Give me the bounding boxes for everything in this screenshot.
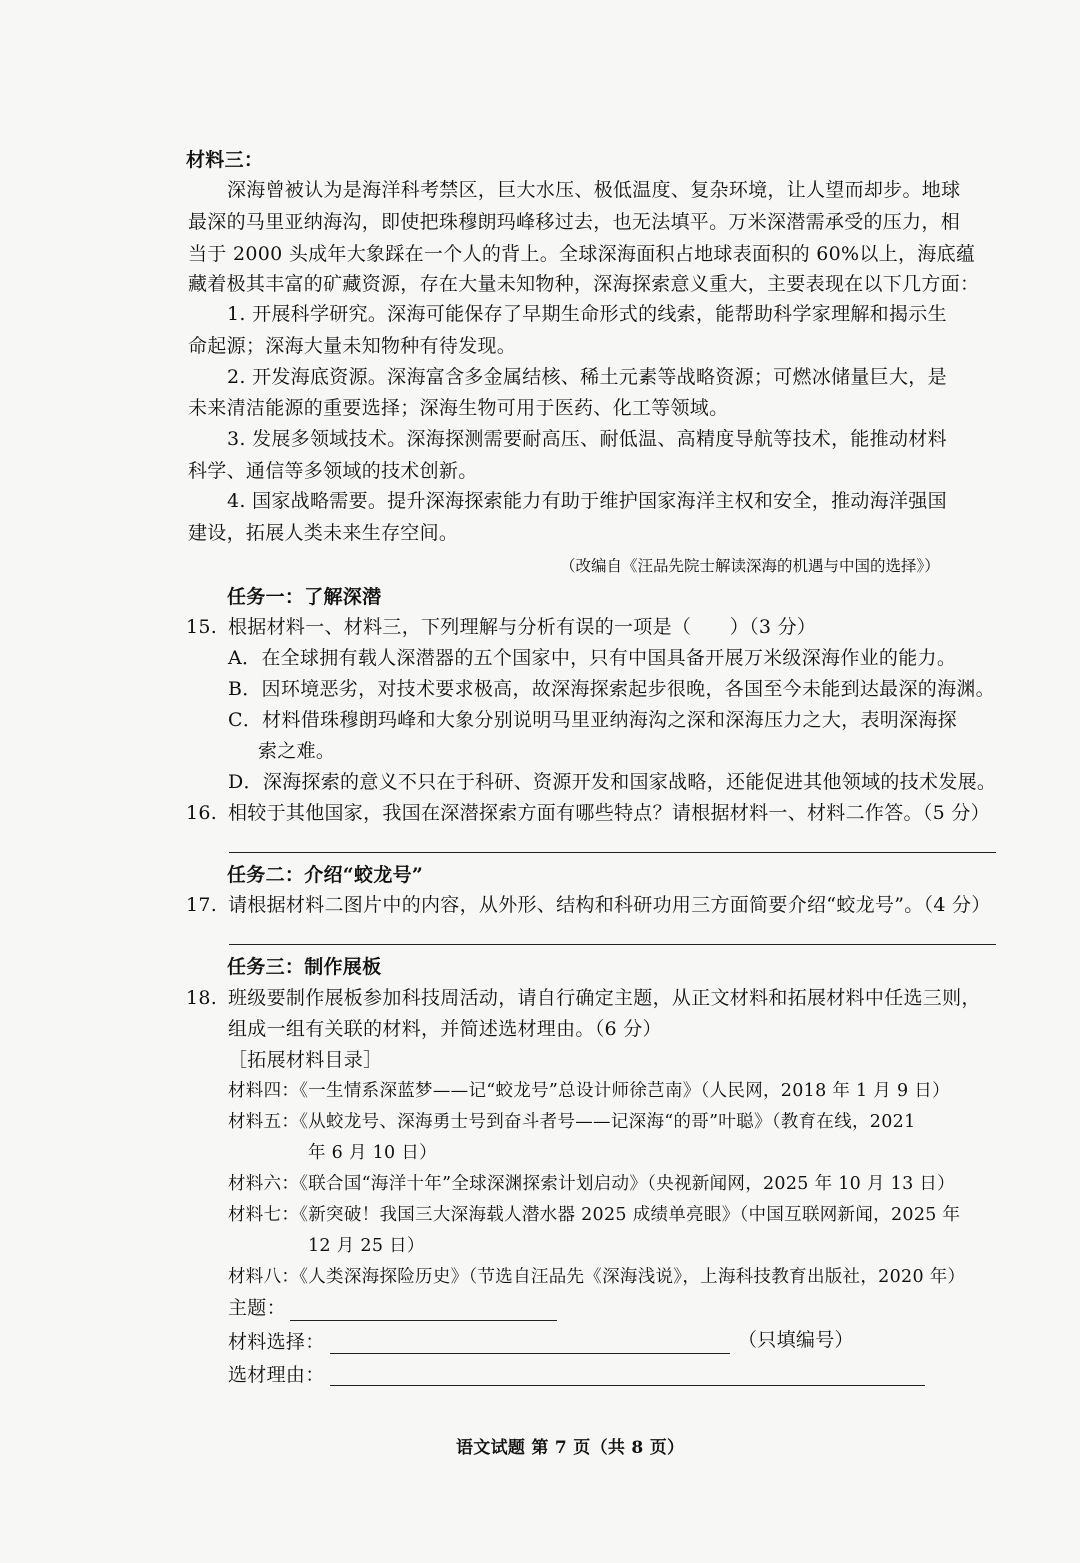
page-footer: 语文试题 第 7 页（共 8 页） (456, 1438, 685, 1458)
question-15-option-b: B．因环境恶劣，对技术要求极高，故深海探索起步很晚，各国至今未能到达最深的海渊。 (228, 678, 995, 700)
selection-answer-line[interactable] (330, 1353, 730, 1354)
material-3-point: 4. 国家战略需要。提升深海探索能力有助于维护国家海洋主权和安全，推动海洋强国 (227, 490, 947, 512)
catalog-title: ［拓展材料目录］ (228, 1049, 383, 1071)
catalog-item: 材料四：《一生情系深蓝梦——记“蛟龙号”总设计师徐芑南》（人民网，2018 年 1 月 9 日） (228, 1081, 950, 1101)
answer-line-16[interactable] (229, 852, 996, 853)
material-3-source: （改编自《汪品先院士解读深海的机遇与中国的选择》） (560, 557, 940, 575)
catalog-item: 材料六：《联合国“海洋十年”全球深渊探索计划启动》（央视新闻网，2025 年 10 月 13 日） (228, 1174, 955, 1194)
catalog-item: 材料八：《人类深海探险历史》（节选自汪品先《深海浅说》，上海科技教育出版社，2020 年） (228, 1267, 966, 1287)
question-17-number: 17. (186, 894, 218, 916)
question-16-number: 16. (186, 802, 218, 824)
theme-answer-line[interactable] (290, 1320, 557, 1321)
material-3-line: 命起源；深海大量未知物种有待发现。 (188, 335, 517, 357)
answer-line-17[interactable] (229, 944, 996, 945)
question-18-stem: 班级要制作展板参加科技周活动，请自行确定主题，从正文材料和拓展材料中任选三则， (228, 987, 981, 1009)
catalog-item: 材料七：《新突破！我国三大深海载人潜水器 2025 成绩单亮眼》（中国互联网新闻，2025 年 (228, 1205, 961, 1225)
question-18-stem-cont: 组成一组有关联的材料，并简述选材理由。（6 分） (228, 1018, 662, 1040)
reason-label: 选材理由： (228, 1364, 325, 1386)
material-3-line: 当于 2000 头成年大象踩在一个人的背上。全球深海面积占地球表面积的 60%以上，海底蕴 (188, 243, 976, 265)
material-3-line: 最深的马里亚纳海沟，即使把珠穆朗玛峰移过去，也无法填平。万米深潜需承受的压力，相 (188, 211, 961, 233)
selection-hint: （只填编号） (738, 1329, 854, 1351)
material-3-point: 3. 发展多领域技术。深海探测需要耐高压、耐低温、高精度导航等技术，能推动材料 (227, 428, 947, 450)
selection-label: 材料选择： (228, 1331, 325, 1353)
question-15-stem: 根据材料一、材料三，下列理解与分析有误的一项是（ ）（3 分） (228, 616, 817, 638)
task-2-title: 任务二：介绍“蛟龙号” (227, 864, 424, 886)
question-16-stem: 相较于其他国家，我国在深潜探索方面有哪些特点？请根据材料一、材料二作答。（5 分） (228, 802, 990, 824)
question-18-number: 18. (186, 987, 218, 1009)
question-15-option-d: D．深海探索的意义不只在于科研、资源开发和国家战略，还能促进其他领域的技术发展。 (228, 771, 997, 793)
question-15-option-c-cont: 索之难。 (258, 740, 336, 762)
catalog-item: 材料五：《从蛟龙号、深海勇士号到奋斗者号——记深海“的哥”叶聪》（教育在线，2021 (228, 1112, 916, 1132)
question-15-option-c: C．材料借珠穆朗玛峰和大象分别说明马里亚纳海沟之深和深海压力之大，表明深海探 (228, 709, 957, 731)
task-3-title: 任务三：制作展板 (227, 956, 382, 978)
material-3-point: 1. 开展科学研究。深海可能保存了早期生命形式的线索，能帮助科学家理解和揭示生 (227, 303, 947, 325)
material-3-point: 2. 开发海底资源。深海富含多金属结核、稀土元素等战略资源；可燃冰储量巨大，是 (227, 366, 947, 388)
question-17-stem: 请根据材料二图片中的内容，从外形、结构和科研功用三方面简要介绍“蛟龙号”。（4 分） (228, 894, 991, 916)
question-15-number: 15. (186, 616, 218, 638)
material-3-line: 建设，拓展人类未来生存空间。 (188, 522, 459, 544)
catalog-item-cont: 年 6 月 10 日） (308, 1143, 437, 1163)
material-3-line: 未来清洁能源的重要选择；深海生物可用于医药、化工等领域。 (188, 397, 729, 419)
catalog-item-cont: 12 月 25 日） (308, 1236, 425, 1256)
task-1-title: 任务一：了解深潜 (227, 586, 382, 608)
material-3-line: 藏着极其丰富的矿藏资源，存在大量未知物种，深海探索意义重大，主要表现在以下几方面： (188, 273, 980, 295)
question-15-option-a: A．在全球拥有载人深潜器的五个国家中，只有中国具备开展万米级深海作业的能力。 (228, 647, 957, 669)
reason-answer-line[interactable] (330, 1385, 925, 1386)
material-3-line: 深海曾被认为是海洋科考禁区，巨大水压、极低温度、复杂环境，让人望而却步。地球 (227, 179, 961, 201)
theme-label: 主题： (228, 1297, 286, 1319)
material-3-line: 科学、通信等多领域的技术创新。 (188, 460, 478, 482)
material-3-heading: 材料三： (186, 149, 264, 171)
